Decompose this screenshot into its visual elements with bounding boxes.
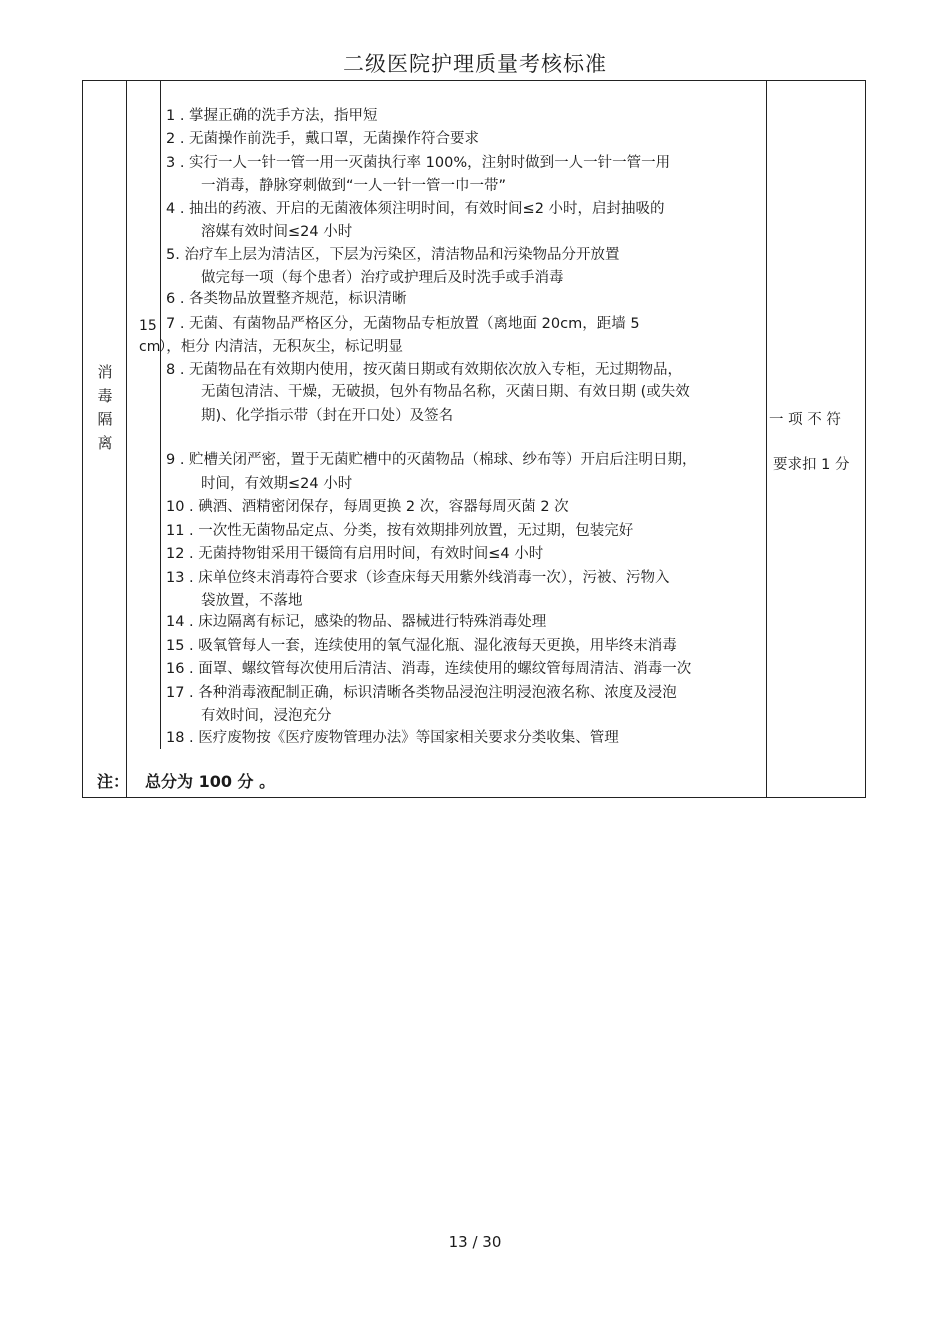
item-line: 17 . 各种消毒液配制正确，标识清晰各类物品浸泡注明浸泡液名称、浓度及浸泡 [166, 685, 677, 701]
item-line: 有效时间，浸泡充分 [201, 708, 332, 724]
category-char: 隔 [97, 410, 113, 428]
item-line: 4 . 抽出的药液、开启的无菌液体须注明时间，有效时间≤2 小时，启封抽吸的 [166, 201, 665, 217]
item-line: 13 . 床单位终末消毒符合要求（诊查床每天用紫外线消毒一次），污被、污物入 [166, 570, 670, 586]
item-line: 16 . 面罩、螺纹管每次使用后清洁、消毒，连续使用的螺纹管每周清洁、消毒一次 [166, 661, 692, 677]
item-line: 3 . 实行一人一针一管一用一灭菌执行率 100%，注射时做到一人一针一管一用 [166, 155, 671, 171]
score-label: 15 [139, 318, 157, 334]
deduction-rule: 一 项 不 符 [769, 412, 841, 428]
category-char: 毒 [97, 386, 113, 405]
category-char: 消 [97, 363, 113, 381]
item-line: 11 . 一次性无菌物品定点、分类，按有效期排列放置，无过期，包装完好 [166, 523, 634, 539]
item-line: 15 . 吸氧管每人一套，连续使用的氧气湿化瓶、湿化液每天更换，用毕终末消毒 [166, 638, 677, 654]
inner-column-divider [160, 81, 161, 749]
item-line: 做完每一项（每个患者）治疗或护理后及时洗手或手消毒 [201, 270, 564, 286]
item-line: 1 . 掌握正确的洗手方法，指甲短 [166, 108, 378, 124]
item-line: 6 . 各类物品放置整齐规范，标识清晰 [166, 291, 407, 307]
item-line: 溶媒有效时间≤24 小时 [201, 224, 353, 240]
item-line: 18 . 医疗废物按《医疗废物管理办法》等国家相关要求分类收集、管理 [166, 730, 619, 746]
page-title: 二级医院护理质量考核标准 [343, 52, 607, 76]
item-line: 一消毒，静脉穿刺做到“一人一针一管一巾一带” [201, 178, 507, 194]
item-line: 期)、化学指示带（封在开口处）及签名 [201, 408, 454, 424]
item-line: 12 . 无菌持物钳采用干镊筒有启用时间，有效时间≤4 小时 [166, 546, 544, 562]
total-score-note: 总分为 100 分 。 [145, 772, 276, 791]
column-divider [766, 81, 767, 797]
note-label: 注： [97, 772, 130, 791]
item-line: 10 . 碘酒、酒精密闭保存，每周更换 2 次，容器每周灭菌 2 次 [166, 499, 569, 515]
item-line: 5. 治疗车上层为清洁区，下层为污染区，清洁物品和污染物品分开放置 [166, 247, 620, 263]
item-line: 8 . 无菌物品在有效期内使用，按灭菌日期或有效期依次放入专柜，无过期物品， [166, 362, 683, 378]
page-number: 13 / 30 [448, 1233, 502, 1251]
category-char: 离 [97, 433, 113, 452]
item-line: 时间，有效期≤24 小时 [201, 476, 353, 492]
deduction-rule: 要求扣 1 分 [773, 457, 850, 473]
item-line: 7 . 无菌、有菌物品严格区分，无菌物品专柜放置（离地面 20cm，距墙 5 [166, 316, 640, 332]
standards-table [82, 80, 866, 798]
category-text [91, 361, 119, 455]
item-line: 2 . 无菌操作前洗手，戴口罩，无菌操作符合要求 [166, 131, 480, 147]
item-line: 袋放置，不落地 [201, 593, 303, 609]
score-label-unit: cm [139, 339, 161, 355]
item-line: 无菌包清洁、干燥，无破损，包外有物品名称，灭菌日期、有效日期 (或失效 [201, 384, 690, 400]
item-line: 9 . 贮槽关闭严密，置于无菌贮槽中的灭菌物品（棉球、纱布等）开启后注明日期， [166, 452, 697, 468]
category-label [91, 361, 119, 455]
item-line: ），柜分 内清洁，无积灰尘，标记明显 [159, 339, 403, 355]
column-divider [126, 81, 127, 797]
item-line: 14 . 床边隔离有标记，感染的物品、器械进行特殊消毒处理 [166, 614, 547, 630]
